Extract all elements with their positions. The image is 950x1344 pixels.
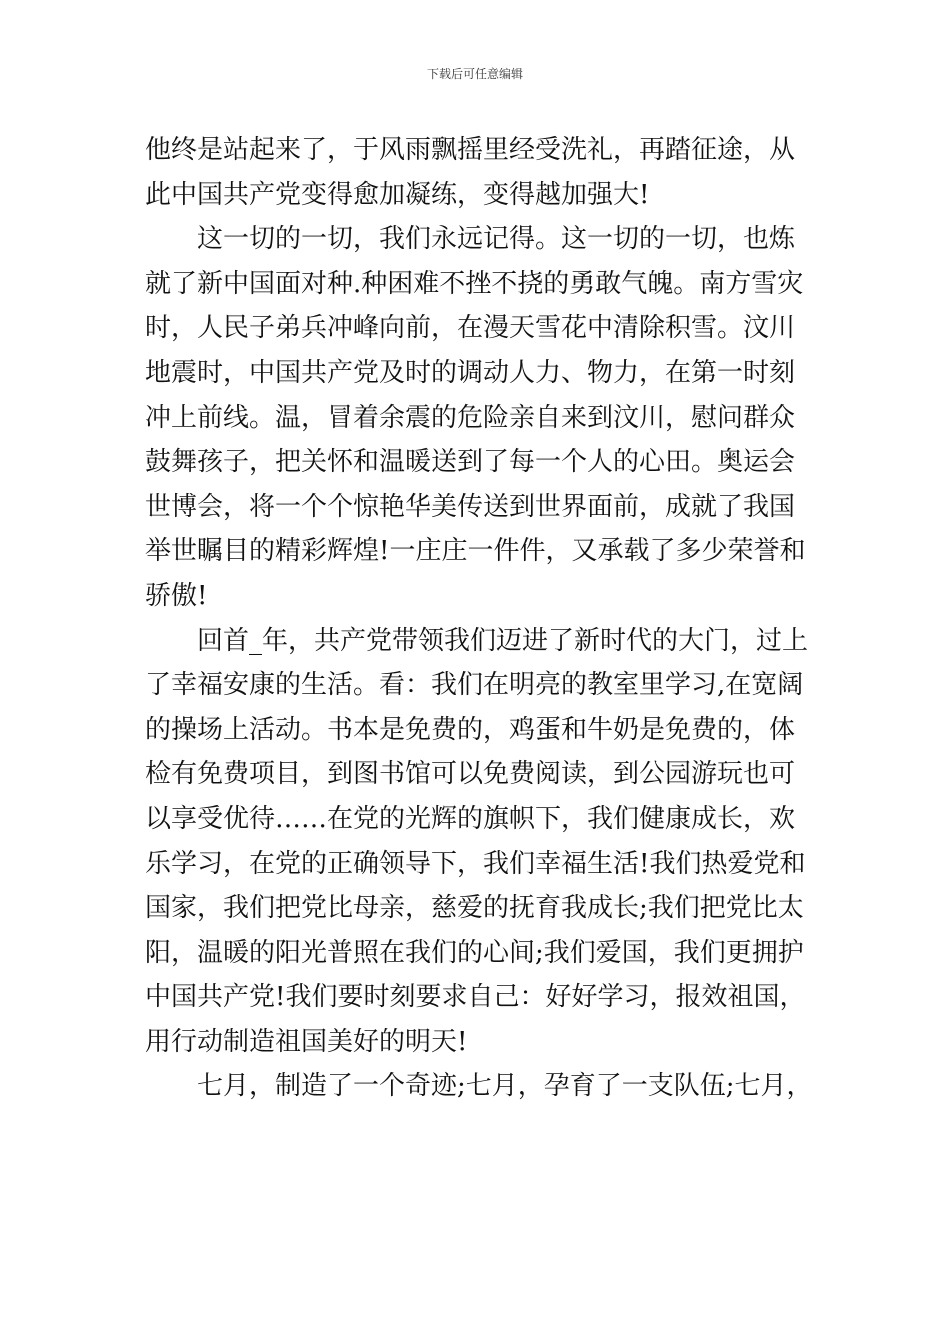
- text-line: 就了新中国面对种.种困难不挫不挠的勇敢气魄。南方雪灾: [145, 268, 804, 299]
- text-line: 用行动制造祖国美好的明天!: [145, 1026, 468, 1057]
- text-line: 的操场上活动。书本是免费的，鸡蛋和牛奶是免费的，体: [145, 714, 796, 745]
- paragraph-4: [145, 1064, 825, 1109]
- text-line: 国家，我们把党比母亲，慈爱的抚育我成长;我们把党比太: [145, 893, 804, 924]
- text-line: 时，人民子弟兵冲峰向前，在漫天雪花中清除积雪。汶川: [145, 313, 796, 344]
- text-line: 此中国共产党变得愈加凝练，变得越加强大!: [145, 179, 650, 210]
- text-line: 七月，制造了一个奇迹;七月，孕育了一支队伍;七月，: [197, 1071, 813, 1102]
- text-line: 这一切的一切，我们永远记得。这一切的一切，也炼: [197, 224, 796, 255]
- text-line: 以享受优待……在党的光辉的旗帜下，我们健康成长，欢: [145, 803, 796, 834]
- text-line: 鼓舞孩子，把关怀和温暖送到了每一个人的心田。奥运会: [145, 447, 796, 478]
- text-line: 检有免费项目，到图书馆可以免费阅读，到公园游玩也可: [145, 759, 796, 790]
- text-line: 地震时，中国共产党及时的调动人力、物力，在第一时刻: [145, 357, 796, 388]
- paragraph-2: [145, 217, 825, 618]
- text-line: 了幸福安康的生活。看：我们在明亮的教室里学习,在宽阔: [145, 670, 804, 701]
- paragraph-1: [145, 128, 825, 217]
- text-line: 他终是站起来了，于风雨飘摇里经受洗礼，再踏征途，从: [145, 135, 796, 165]
- text-line: 举世瞩目的精彩辉煌!一庄庄一件件，又承载了多少荣誉和: [145, 536, 806, 567]
- text-line: 阳，温暖的阳光普照在我们的心间;我们爱国，我们更拥护: [145, 937, 804, 968]
- page-header: 下载后可任意编辑: [426, 67, 523, 81]
- text-line: 冲上前线。温，冒着余震的危险亲自来到汶川，慰问群众: [145, 402, 796, 433]
- text-line: 回首_年，共产党带领我们迈进了新时代的大门，过上: [197, 625, 809, 656]
- document-body: [145, 128, 825, 1109]
- paragraph-3: [145, 619, 825, 1065]
- text-line: 骄傲!: [145, 580, 208, 611]
- text-line: 乐学习，在党的正确领导下，我们幸福生活!我们热爱党和: [145, 848, 806, 879]
- text-line: 中国共产党!我们要时刻要求自己：好好学习，报效祖国，: [145, 982, 806, 1013]
- text-line: 世博会，将一个个惊艳华美传送到世界面前，成就了我国: [145, 491, 796, 522]
